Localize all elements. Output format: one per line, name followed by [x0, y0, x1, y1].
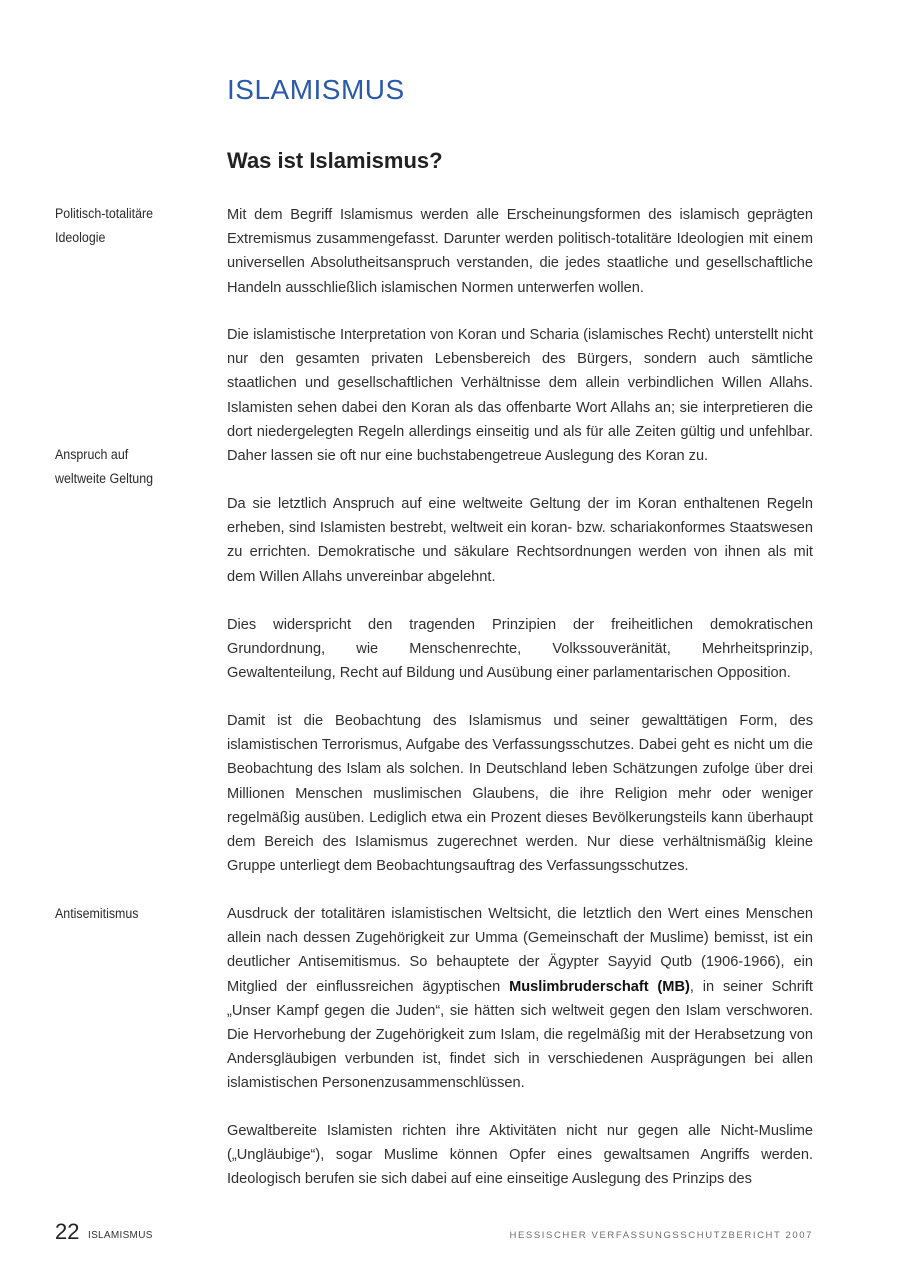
antisemitismus-text-start: Ausdruck der totalitären islamistischen Weltsicht, die letztlich den Wert eines Menschen allein nach dessen Zugehörigkeit zur Umma (Gemeinschaft der Muslime) bemisst, ist ein deutlicher Antisemitismus. So behauptete der Ägypter Sayyid Qutb (1906-1966), ein Mitglied der einflussreichen ägyptischen [227, 906, 813, 995]
paragraph-antisemitismus [227, 902, 813, 1096]
paragraph-beobachtung: Damit ist die Beobachtung des Islamismus und seiner gewalttätigen Form, des islamistischen Terrorismus, Aufgabe des Verfassungsschutzes. Dabei geht es nicht um die Beobachtung des Islam als solchen. In Deutschland leben Schätzungen zufolge über drei Millionen Menschen muslimischen Glaubens, die ihre Religion mehr oder weniger regelmäßig ausüben. Lediglich etwa ein Prozent dieses Bevölkerungsteils kann überhaupt dem Bereich des Islamismus zugerechnet werden. Nur diese verhältnismäßig kleine Gruppe unterliegt dem Beobachtungsauftrag des Verfassungsschutzes. [227, 713, 813, 875]
page-number: 22 [55, 1219, 80, 1244]
page-heading: Was ist Islamismus? [227, 148, 443, 173]
paragraph-weltweite-geltung: Da sie letztlich Anspruch auf eine weltweite Geltung der im Koran enthaltenen Regeln erheben, sind Islamisten bestrebt, weltweit ein koran- bzw. schariakonformes Staatswesen zu errichten. Demokratische und säkulare Rechtsordnungen werden von ihnen als mit dem Willen Allahs unvereinbar abgelehnt. [227, 496, 813, 585]
footer-publication: HESSISCHER VERFASSUNGSSCHUTZBERICHT 2007 [509, 1230, 813, 1241]
margin-note-ideologie: Politisch-totalitäre Ideologie [55, 206, 154, 245]
muslimbruderschaft-term: Muslimbruderschaft (MB) [509, 978, 690, 995]
footer-section: ISLAMISMUS [88, 1230, 153, 1241]
section-title: ISLAMISMUS [227, 74, 405, 105]
paragraph-definition: Mit dem Begriff Islamismus werden alle Erscheinungsformen des islamisch geprägten Extremismus zusammengefasst. Darunter werden politisch-totalitäre Ideologien mit einem universellen Absolutheitsanspruch verstanden, die jedes staatliche und gesellschaftliche Handeln ausschließlich islamischen Normen unterwerfen wollen. [227, 207, 813, 296]
antisemitismus-text-end: , in seiner Schrift „Unser Kampf gegen die Juden“, sie hätten sich weltweit gegen den Islam verschworen. Die Hervorhebung der Zugehörigkeit zum Islam, die regelmäßig mit der Herabsetzung von Andersgläubigen verbunden ist, findet sich in verschiedenen Ausprägungen bei allen islamistischen Personenzusammenschlüssen. [227, 978, 813, 1092]
margin-note-antisemitismus: Antisemitismus [55, 906, 139, 921]
margin-note-geltung: Anspruch auf weltweite Geltung [55, 447, 154, 486]
paragraph-interpretation: Die islamistische Interpretation von Koran und Scharia (islamisches Recht) unterstellt nicht nur den gesamten privaten Lebensbereich des Bürgers, sondern auch sämtliche staatlichen und gesellschaftlichen Verhältnisse dem allein verbindlichen Willen Allahs. Islamisten sehen dabei den Koran als das offenbarte Wort Allahs an; sie interpretieren die dort niedergelegten Regeln allerdings einseitig und als für alle Zeiten gültig und unfehlbar. Daher lassen sie oft nur eine buchstabengetreue Auslegung des Koran zu. [227, 327, 813, 465]
paragraph-fdgo: Dies widerspricht den tragenden Prinzipien der freiheitlichen demokratischen Grundordnung, wie Menschenrechte, Volkssouveränität, Mehrheitsprinzip, Gewaltenteilung, Recht auf Bildung und Ausübung einer parlamentarischen Opposition. [227, 617, 813, 682]
paragraph-gewaltbereite: Gewaltbereite Islamisten richten ihre Aktivitäten nicht nur gegen alle Nicht-Muslime („Ungläubige“), sogar Muslime können Opfer eines gewaltsamen Angriffs werden. Ideologisch berufen sie sich dabei auf eine einseitige Auslegung des Prinzips des [227, 1123, 813, 1188]
